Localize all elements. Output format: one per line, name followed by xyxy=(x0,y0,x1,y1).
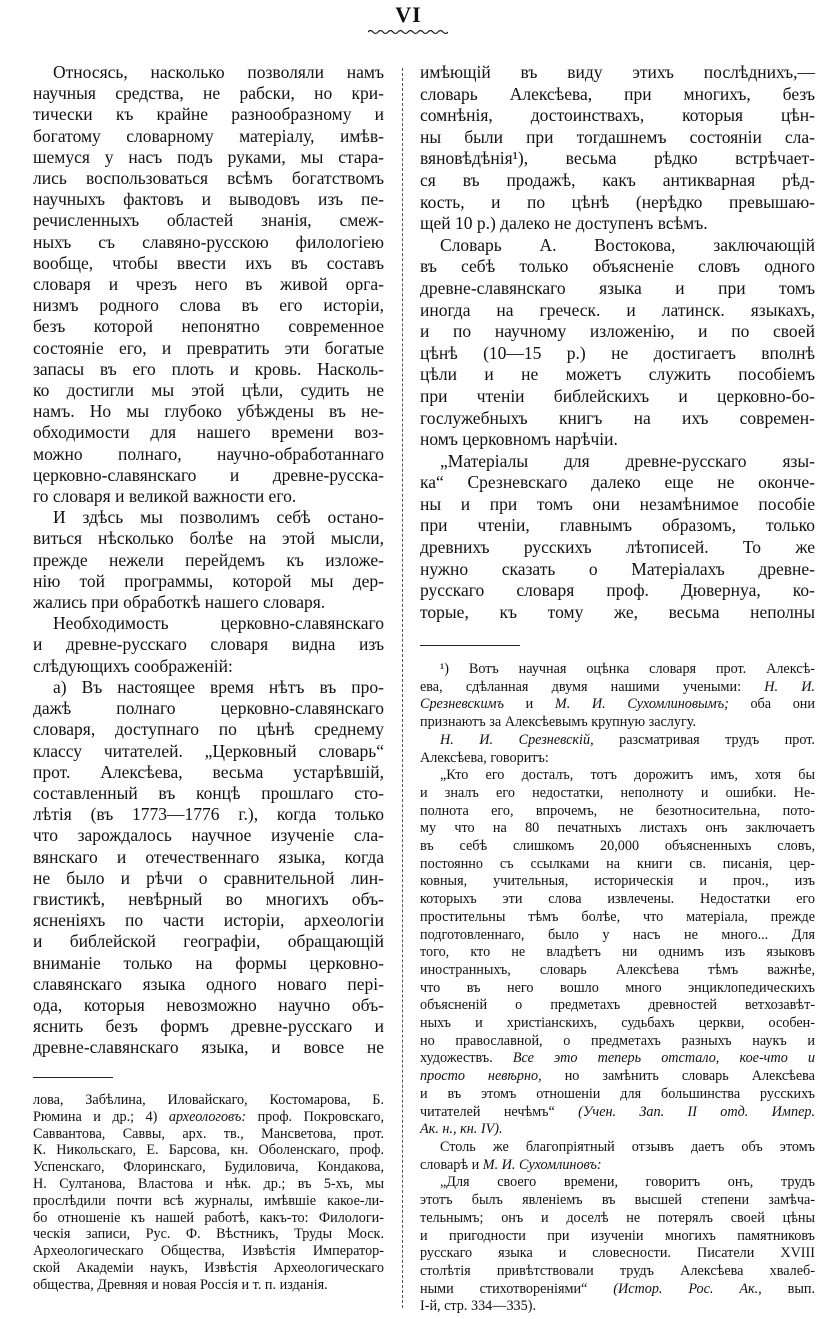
text-line: слѣдующихъ соображеній: xyxy=(33,655,233,676)
text-line: вяновѣдѣнія¹), весьма рѣдко встрѣчает- xyxy=(420,148,815,169)
text-line: иногда на греческ. и латинск. языкахъ, xyxy=(420,299,815,320)
text-line: русскаго словаря проф. Дювернуа, ко- xyxy=(420,580,815,601)
text-line: Н. Султанова, Властова и нѣк. др.; въ 5-хъ, мы xyxy=(33,1175,384,1192)
italic-segment: археологовъ: xyxy=(168,1108,247,1125)
text-segment: ными стихотвореніями“ xyxy=(420,1280,614,1297)
text-line: русскаго языка и словесности. Писатели XVIII xyxy=(420,1245,815,1262)
text-line: шемуся у насъ подъ руками, мы стара- xyxy=(33,146,384,167)
text-line: въ себѣ только объясненіе словъ одного xyxy=(420,256,815,277)
text-line: столѣтія привѣтствовали трудъ Алексѣева хвалеб- xyxy=(420,1262,815,1279)
italic-segment: М. И. Сухомлиновъ: xyxy=(482,1156,602,1173)
text-segment: и xyxy=(503,696,555,713)
text-line: Словарь А. Востокова, заключающій xyxy=(440,234,815,255)
left-column-footnote xyxy=(33,1092,384,1294)
text-line: вниманіе только на формы церковно- xyxy=(33,952,384,973)
text-segment: ева, сдѣланная двумя нашими учеными: xyxy=(420,678,765,695)
text-line xyxy=(33,1109,384,1126)
text-line: Саввантова, Саввы, арх. тв., Мансветова, прот. xyxy=(33,1125,384,1142)
text-line: „Для своего времени, говоритъ онъ, трудъ xyxy=(440,1174,815,1191)
text-line: намъ. Но мы глубоко убѣждены въ не- xyxy=(33,401,384,422)
italic-segment: Срезневскимъ xyxy=(420,696,504,713)
left-footnote-rule xyxy=(33,1077,113,1078)
text-line: и пригодности при изученіи многихъ памятниковъ xyxy=(420,1227,815,1244)
text-line: древне-славянскаго языка и при томъ xyxy=(420,277,815,298)
text-line: состояніе его, и превратить эти богатые xyxy=(33,337,384,358)
text-line: Необходимость церковно-славянскаго xyxy=(53,613,384,634)
text-line: лѣтія (въ 1773—1776 г.), когда только xyxy=(33,804,384,825)
text-line: богатому словарному матеріалу, имѣв- xyxy=(33,125,384,146)
text-line xyxy=(420,696,815,714)
text-line: ся въ продажѣ, какъ антикварная рѣд- xyxy=(420,169,815,190)
text-line: тически къ крайне разнообразному и xyxy=(33,104,384,125)
text-segment: оба они xyxy=(728,696,815,713)
italic-segment: Все это теперь отстало, кое-что и xyxy=(512,1050,816,1067)
text-line: дажѣ полнаго церковно-славянскаго xyxy=(33,698,384,719)
text-line: постоянно съ ссылками на книги св. писанія, цер- xyxy=(420,855,815,872)
text-segment: вып. xyxy=(761,1280,815,1297)
text-segment: словарѣ и xyxy=(420,1156,483,1173)
text-line: ка“ Срезневскаго далеко еще не оконче- xyxy=(420,472,815,493)
text-line: подготовленнаго, было у насъ не много... Для xyxy=(420,926,815,943)
italic-segment: М. И. Сухомлиновымъ; xyxy=(554,696,729,713)
text-line: И здѣсь мы позволимъ себѣ остано- xyxy=(53,507,384,528)
text-line: ода, которыя невозможно научно объ- xyxy=(33,994,384,1015)
paragraph xyxy=(33,1092,384,1294)
text-line: что зарождалось научное изученіе сла- xyxy=(33,825,384,846)
paragraph xyxy=(33,507,384,613)
paragraph xyxy=(420,661,815,732)
italic-segment: Н. И. xyxy=(764,678,815,695)
text-line: полнота его, впрочемъ, не безотносительна, пото- xyxy=(420,802,815,819)
text-line: Столь же благопріятный отзывъ даетъ объ этомъ xyxy=(440,1138,815,1155)
text-line: научныхъ фактовъ и выводовъ изъ пе- xyxy=(33,189,384,210)
text-line: прежде нежели перейдемъ къ изложе- xyxy=(33,549,384,570)
paragraph xyxy=(420,767,815,1139)
text-line: того, кто не владѣетъ ни однимъ изъ языковъ xyxy=(420,944,815,961)
text-line: гвистикѣ, невѣрный во многихъ объ- xyxy=(33,888,384,909)
text-line: научныя средства, не рабски, но кри- xyxy=(33,83,384,104)
text-line: низмъ родного слова въ его исторіи, xyxy=(33,295,384,316)
text-segment: , разсматривая трудъ прот. xyxy=(590,731,815,748)
text-segment: читателей нечѣмъ“ xyxy=(420,1103,579,1120)
text-line: ныхъ и христіанскихъ, судьбахъ церкви, особен- xyxy=(420,1015,815,1032)
text-line: словарь Алексѣева, при многихъ, безъ xyxy=(420,83,815,104)
right-column-footnote xyxy=(420,661,815,1316)
text-line: церковно-славянскаго и древне-русска- xyxy=(33,464,384,485)
text-line: Алексѣева, говоритъ: xyxy=(420,749,549,766)
text-line: безъ которой непонятно современное xyxy=(33,316,384,337)
text-line: и библейской географіи, обращающій xyxy=(33,931,384,952)
text-line: виться нѣсколько болѣе на этой мысли, xyxy=(33,528,384,549)
text-line xyxy=(420,679,815,697)
text-line: ны и при томъ они незамѣнимое пособіе xyxy=(420,493,815,514)
paragraph xyxy=(420,62,815,235)
text-line: славянскаго языка одного новаго пері- xyxy=(33,973,384,994)
text-line: „Кто его досталъ, тотъ дорожитъ имъ, хотя бы xyxy=(440,767,815,784)
text-line: составленный въ концѣ прошлаго сто- xyxy=(33,782,384,803)
paragraph xyxy=(420,235,815,451)
text-line: му что на 80 печатныхъ листахъ онъ заключаетъ xyxy=(420,820,815,837)
text-line: признаютъ за Алексѣевымъ крупную заслугу. xyxy=(420,714,696,731)
italic-segment: Н. И. Срезневскій xyxy=(440,731,591,748)
text-line: ¹) Вотъ научная оцѣнка словаря прот. Алексѣ- xyxy=(440,661,815,677)
text-line: и древне-русскаго словаря видна изъ xyxy=(33,634,384,655)
header-wavy-rule xyxy=(368,28,448,36)
italic-segment: (Учен. Зап. II отд. Импер. xyxy=(578,1103,816,1120)
paragraph xyxy=(33,677,384,1059)
text-line: ныхъ съ славяно-русскою филологіею xyxy=(33,231,384,252)
text-line: обходимости для нашего времени воз- xyxy=(33,422,384,443)
text-line: можно полнаго, научно-обработаннаго xyxy=(33,443,384,464)
text-line: но православной, о предметахъ разныхъ наукъ и xyxy=(420,1032,815,1049)
column-divider xyxy=(402,68,403,1308)
text-line: въ себѣ слишкомъ 20,000 объясненныхъ словъ, xyxy=(420,838,815,855)
text-line: номъ церковномъ нарѣчіи. xyxy=(420,429,618,450)
paragraph xyxy=(420,732,815,767)
text-line: имѣющій въ виду этихъ послѣднихъ,— xyxy=(420,62,815,82)
text-line: словаря и чрезъ него въ живой орга- xyxy=(33,274,384,295)
text-line: торые, къ тому же, весьма неполны xyxy=(420,601,815,622)
text-line: речисленныхъ областей знанія, смеж- xyxy=(33,210,384,231)
text-segment: Рюмина и др.; 4) xyxy=(33,1108,169,1125)
text-line xyxy=(420,732,815,750)
text-segment: проф. Покровскаго, xyxy=(246,1108,385,1125)
text-line: древне-славянскаго языка, и вовсе не xyxy=(33,1037,384,1058)
text-segment: но замѣнить словарь Алексѣева xyxy=(541,1068,815,1085)
text-line: сомнѣнія, достоинствахъ, которыя цѣн- xyxy=(420,105,815,126)
text-line: запасы въ его плоть и кровь. Насколь- xyxy=(33,358,384,379)
text-line: и въ этомъ отношеніи для большинства русскихъ xyxy=(420,1085,815,1102)
text-line: при чтеніи, главнымъ образомъ, только xyxy=(420,515,815,536)
text-line: классу читателей. „Церковный словарь“ xyxy=(33,740,384,761)
italic-segment: просто невѣрно, xyxy=(420,1068,542,1085)
text-line: древнихъ русскихъ лѣтописей. То же xyxy=(420,537,815,558)
text-line: которыхъ эти слова извлечены. Недостатки его xyxy=(420,891,815,908)
text-line xyxy=(420,1281,815,1299)
text-line: что въ него вошло много энциклопедическихъ xyxy=(420,979,815,996)
text-line: вянскаго и отечественнаго языка, когда xyxy=(33,846,384,867)
text-line: Относясь, насколько позволяли намъ xyxy=(53,62,384,82)
text-line: ко достигли мы этой цѣли, судить не xyxy=(33,380,384,401)
text-line: ческія записи, Рус. Ф. Вѣстникъ, Труды Моск. xyxy=(33,1226,384,1243)
paragraph xyxy=(33,613,384,677)
text-segment: художествъ. xyxy=(420,1050,513,1067)
text-line: „Матеріалы для древне-русскаго язы- xyxy=(440,450,815,471)
text-line: иностранныхъ, словарь Алексѣева тѣмъ важнѣе, xyxy=(420,961,815,978)
text-line: и по научному изложенію, и по своей xyxy=(420,321,815,342)
text-line xyxy=(420,1050,815,1068)
text-line: К. Никольскаго, Е. Барсова, кн. Оболенскаго, проф. xyxy=(33,1142,384,1159)
text-line: го словаря и великой важности его. xyxy=(33,486,297,507)
text-line: Успенскаго, Флоринскаго, Будиловича, Кондакова, xyxy=(33,1159,384,1176)
right-footnote-rule xyxy=(420,645,520,646)
paragraph xyxy=(420,1174,815,1316)
text-line xyxy=(420,1121,815,1139)
text-line: прослѣдили почти всѣ журналы, имѣвшіе какое-ли- xyxy=(33,1192,384,1209)
text-line xyxy=(420,1157,815,1175)
left-column-body xyxy=(33,62,384,1059)
text-line: словаря, доступнаго по цѣнѣ среднему xyxy=(33,719,384,740)
text-line: простительны тѣмъ болѣе, что матеріала, прежде xyxy=(420,908,815,925)
text-line: жались при обработкѣ нашего словаря. xyxy=(33,592,326,613)
text-line: гослужебныхъ книгъ на ихъ современ- xyxy=(420,407,815,428)
italic-segment: Ак. н., кн. IV). xyxy=(420,1121,503,1138)
text-line: цѣнѣ (10—15 р.) не достигаетъ вполнѣ xyxy=(420,342,815,363)
text-line: яснить безъ формъ древне-русскаго и xyxy=(33,1016,384,1037)
text-line: при чтеніи библейскихъ и церковно-бо- xyxy=(420,385,815,406)
text-line: Археологическаго Общества, Извѣстія Император- xyxy=(33,1243,384,1260)
text-line: І-й, стр. 334—335). xyxy=(420,1298,537,1315)
text-line: кость, и по цѣнѣ (нерѣдко превышаю- xyxy=(420,191,815,212)
text-line: нію той программы, которой мы дер- xyxy=(33,570,384,591)
text-line: вообще, чтобы ввести ихъ въ составъ xyxy=(33,252,384,273)
text-line xyxy=(420,1068,815,1086)
right-column-body xyxy=(420,62,815,623)
text-line: не было и рѣчи о сравнительной лин- xyxy=(33,867,384,888)
text-line: тельнымъ; онъ и доселѣ не потерялъ своей цѣны xyxy=(420,1209,815,1226)
text-line: ковныя, учительныя, историческія и проч., изъ xyxy=(420,873,815,890)
paragraph xyxy=(420,1139,815,1174)
text-line: общества, Древняя и новая Россія и т. п. изданія. xyxy=(33,1276,328,1293)
text-line: щей 10 р.) далеко не доступенъ всѣмъ. xyxy=(420,213,708,234)
text-line: лись воспользоваться всѣмъ богатствомъ xyxy=(33,168,384,189)
text-line: ской Академіи наукъ, Извѣстія Археологическаго xyxy=(33,1259,384,1276)
paragraph xyxy=(420,451,815,624)
text-line: прот. Алексѣева, весьма устарѣвшій, xyxy=(33,761,384,782)
text-line: ясненіяхъ по части исторіи, археологіи xyxy=(33,910,384,931)
text-line: ны были при тогдашнемъ состояніи сла- xyxy=(420,126,815,147)
text-line xyxy=(420,1104,815,1122)
text-line: нужно сказать о Матеріалахъ древне- xyxy=(420,558,815,579)
text-line: объясненій о предметахъ древностей ветхозавѣт- xyxy=(420,997,815,1014)
text-line: и зналъ его недостатки, неполноту и ошибки. Не- xyxy=(420,784,815,801)
page-number: VI xyxy=(395,2,422,27)
text-line: бо отношеніе къ нашей работѣ, какъ-то: Филологи- xyxy=(33,1209,384,1226)
italic-segment: (Истор. Рос. Ак., xyxy=(613,1280,762,1297)
text-line: цѣли и не можетъ служить пособіемъ xyxy=(420,364,815,385)
text-line: лова, Забѣлина, Иловайскаго, Костомарова, Б. xyxy=(33,1092,384,1108)
text-line: этотъ былъ явленіемъ въ высшей степени замѣча- xyxy=(420,1192,815,1209)
text-line: а) Въ настоящее время нѣтъ въ про- xyxy=(53,676,384,697)
paragraph xyxy=(33,62,384,507)
